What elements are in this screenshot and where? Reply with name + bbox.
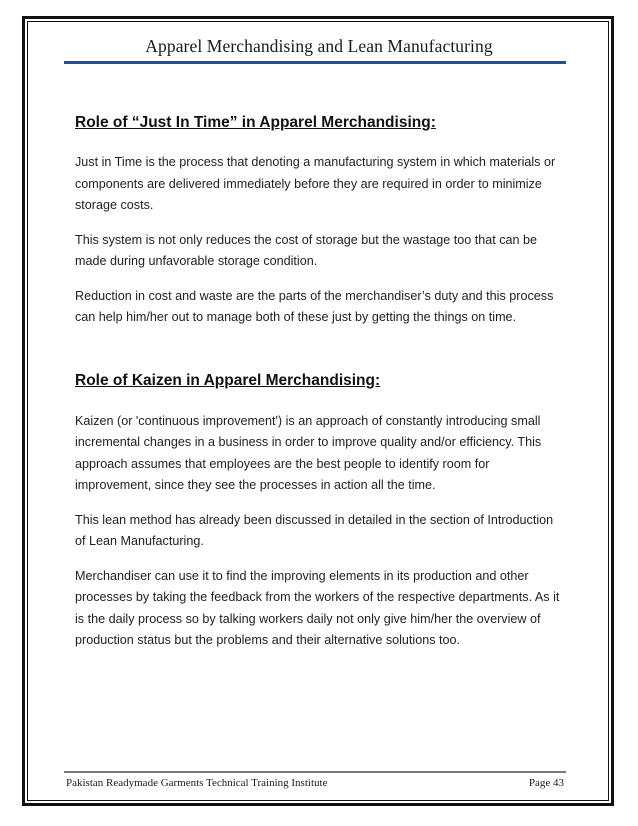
paragraph-line: Kaizen (or 'continuous improvement') is an approach of constantly introducing small [75,413,541,428]
page-content [75,113,565,652]
section-heading-kaizen: Role of Kaizen in Apparel Merchandising: [75,371,381,389]
paragraph-line: Reduction in cost and waste are the parts of the merchandiser’s duty and this process [75,288,554,303]
paragraph-line: of Lean Manufacturing. [75,534,204,548]
paragraph-line: This lean method has already been discussed in detailed in the section of Introduction [75,512,554,527]
paragraph-line: incremental changes in a business in order to improve quality and/or efficiency. This [75,435,542,449]
paragraph-kaizen-merchandiser [75,566,565,652]
paragraph-jit-storage [75,230,565,273]
paragraph-line: storage costs. [75,198,154,212]
paragraph-line: processes by taking the feedback from the workers of the respective departments. As it [75,590,560,604]
footer-institute: Pakistan Readymade Garments Technical Training Institute [66,777,328,789]
paragraph-line: improvement, since they see the processes in action all the time. [75,478,436,492]
paragraph-line: Just in Time is the process that denoting a manufacturing system in which materials or [75,155,556,169]
paragraph-line: is the daily process so by talking workers daily not only give him/her the overview of [75,611,541,626]
paragraph-line: approach assumes that employees are the best people to identify room for [75,456,490,471]
footer-page-number: Page 43 [528,777,564,789]
footer-rule [64,771,566,773]
section-heading-just-in-time: Role of “Just In Time” in Apparel Merchandising: [75,114,436,131]
paragraph-kaizen-definition [75,411,565,497]
header-rule [64,61,566,64]
paragraph-line: made during unfavorable storage condition. [75,254,318,268]
paragraph-line: This system is not only reduces the cost of storage but the wastage too that can be [75,232,538,247]
paragraph-line: production status but the problems and their alternative solutions too. [75,633,461,647]
paragraph-line: Merchandiser can use it to find the improving elements in its production and other [75,568,529,583]
paragraph-jit-merchandiser [75,286,565,329]
paragraph-line: components are delivered immediately before they are required in order to minimize [75,176,542,191]
header-title: Apparel Merchandising and Lean Manufacturing [145,36,493,56]
paragraph-jit-definition [75,152,565,217]
paragraph-kaizen-lean-method [75,510,565,553]
paragraph-line: can help him/her out to manage both of these just by getting the things on time. [75,310,517,324]
